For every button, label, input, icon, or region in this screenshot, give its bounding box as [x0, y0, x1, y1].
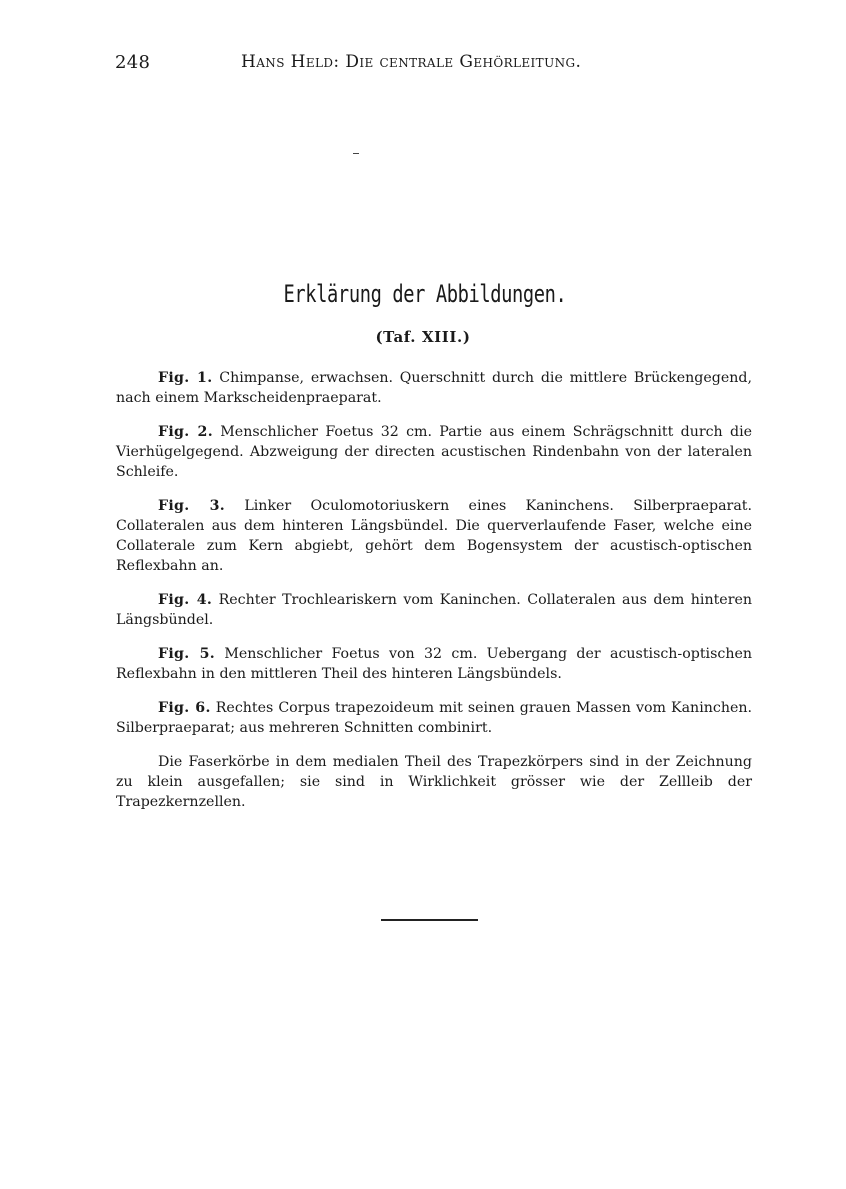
legend-note: Die Faserkörbe in dem medialen Theil des Trapezkörpers sind in der Zeichnung zu klein ausgefallen; sie sind in Wirklichkeit grösser wie der Zellleib der Trapezkernzellen.: [116, 754, 752, 810]
running-head: [115, 52, 635, 76]
stray-mark: [353, 153, 359, 154]
figure-caption: Menschlicher Foetus von 32 cm. Uebergang der acustisch-optischen Reflexbahn in den mittleren Theil des hinteren Längsbündels.: [116, 646, 752, 682]
figure-caption: Rechtes Corpus trapezoideum mit seinen grauen Massen vom Kaninchen. Silberpraeparat; aus mehreren Schnitten combinirt.: [116, 700, 752, 736]
figure-entry-3: [116, 496, 752, 576]
figure-label: Fig. 6.: [158, 700, 211, 716]
section-title: Erklärung der Abbildungen.: [283, 280, 567, 308]
figure-caption: Chimpanse, erwachsen. Querschnitt durch die mittlere Brückengegend, nach einem Markscheidenpraeparat.: [116, 370, 752, 406]
figure-caption: Menschlicher Foetus 32 cm. Partie aus einem Schrägschnitt durch die Vierhügelgegend. Abzweigung der directen acustischen Rindenbahn von der lateralen Schleife.: [116, 424, 753, 480]
figure-entry-2: [116, 422, 752, 482]
plate-label: (Taf. XIII.): [375, 328, 471, 346]
figure-entry-6: [116, 698, 752, 738]
figure-label: Fig. 2.: [158, 424, 213, 440]
figure-label: Fig. 4.: [158, 592, 213, 608]
figure-legend-list: [116, 368, 752, 812]
figure-label: Fig. 1.: [158, 370, 213, 386]
figure-entry-5: [116, 644, 752, 684]
closing-rule: [381, 919, 478, 921]
figure-caption: Linker Oculomotoriuskern eines Kaninchens. Silberpraeparat. Collateralen aus dem hinteren Längsbündel. Die querverlaufende Faser, welche eine Collaterale zum Kern abgiebt, gehört dem Bogensystem der acustisch-optischen Reflexbahn an.: [116, 498, 753, 574]
figure-entry-4: [116, 590, 752, 630]
running-title: Hans Held: Die centrale Gehörleitung.: [241, 52, 582, 72]
figure-caption: Rechter Trochleariskern vom Kaninchen. Collateralen aus dem hinteren Längsbündel.: [116, 592, 753, 628]
figure-label: Fig. 5.: [158, 646, 216, 662]
page-number: 248: [115, 52, 151, 73]
figure-label: Fig. 3.: [158, 498, 225, 514]
figure-entry-1: [116, 368, 752, 408]
